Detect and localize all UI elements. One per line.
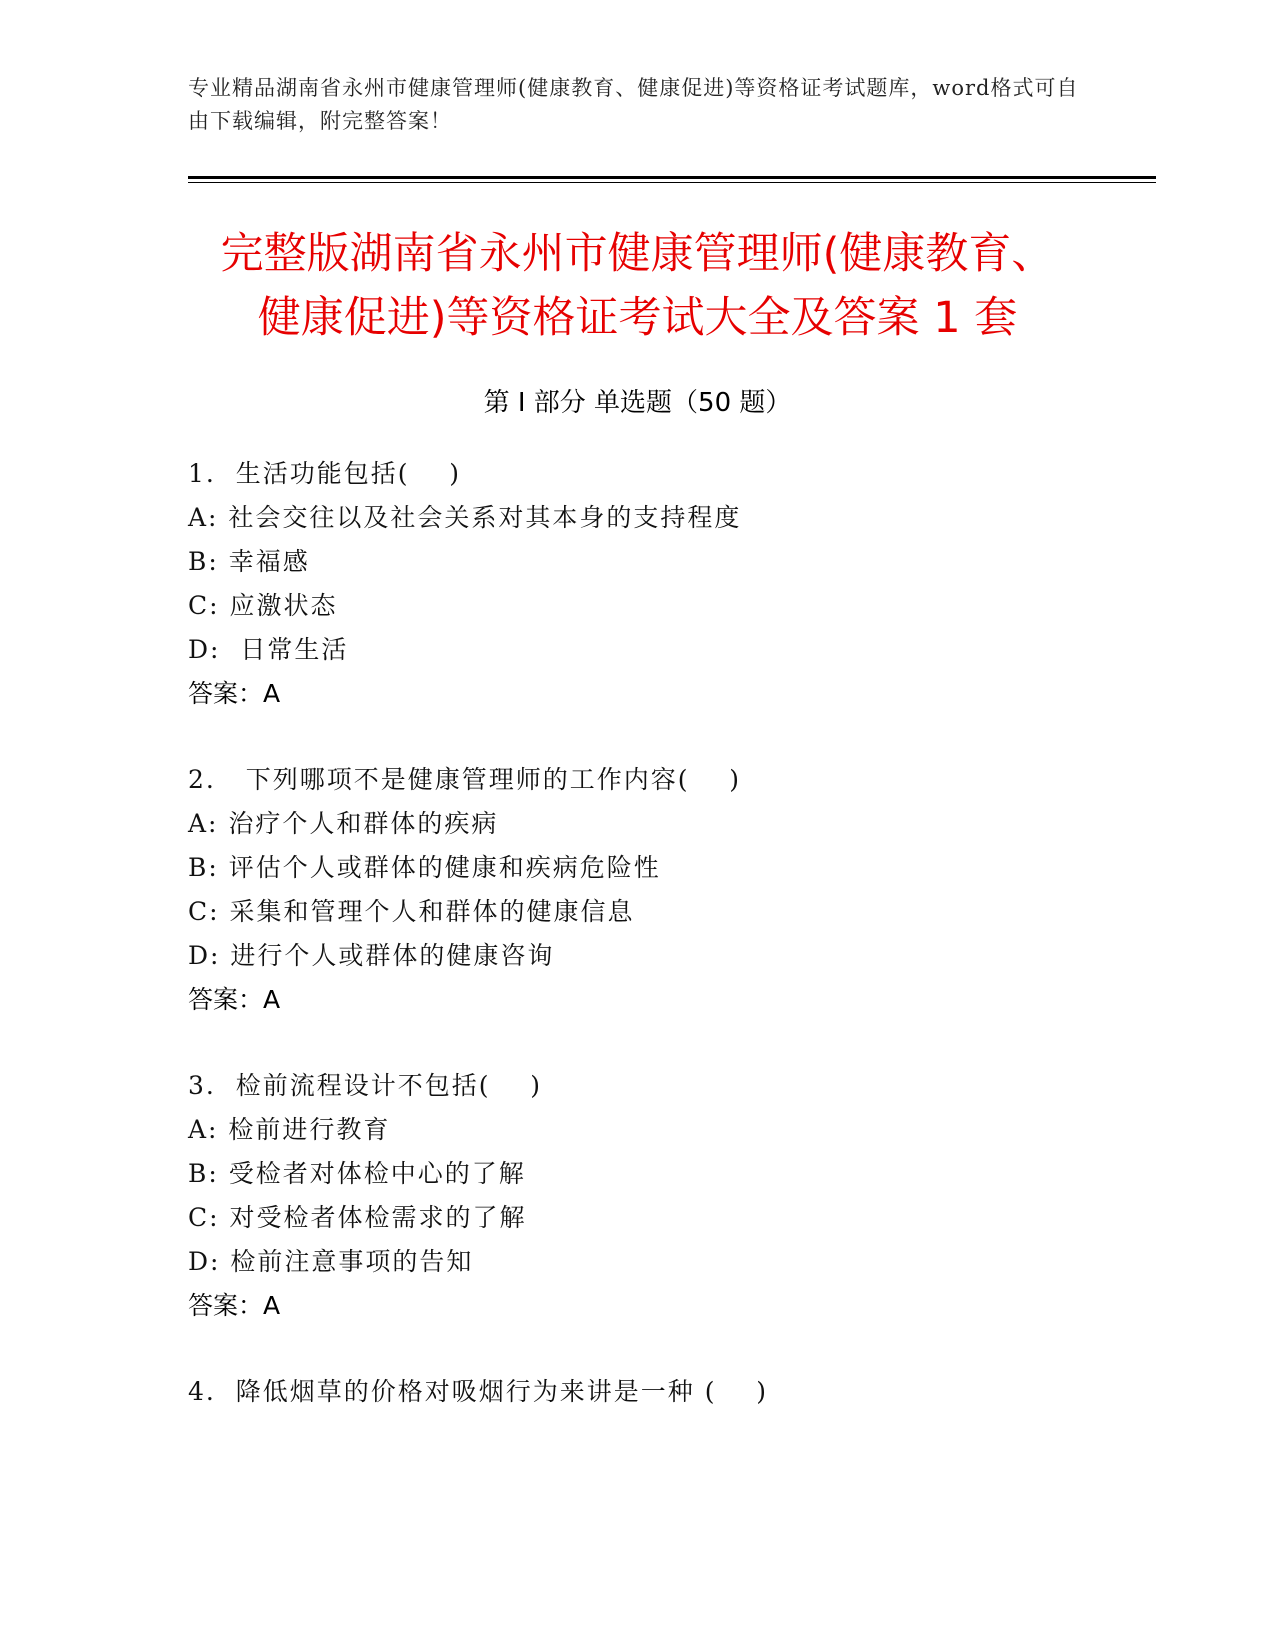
question-1-stem: 1. 生活功能包括( ) xyxy=(188,459,462,488)
question-1-option-d: D: 日常生活 xyxy=(188,635,349,664)
question-2-stem: 2. 下列哪项不是健康管理师的工作内容( ) xyxy=(188,765,741,794)
header-divider-thin xyxy=(188,182,1156,183)
question-1-answer: 答案：A xyxy=(188,679,281,708)
section-heading: 第 I 部分 单选题（50 题） xyxy=(483,388,792,418)
question-3-option-c: C: 对受检者体检需求的了解 xyxy=(188,1203,527,1232)
question-2-option-c: C: 采集和管理个人和群体的健康信息 xyxy=(188,897,635,926)
question-1-option-a: A: 社会交往以及社会关系对其本身的支持程度 xyxy=(188,503,742,532)
question-2-option-d: D: 进行个人或群体的健康咨询 xyxy=(188,941,555,970)
question-3-option-d: D: 检前注意事项的告知 xyxy=(188,1247,474,1276)
header-note: 专业精品湖南省永州市健康管理师(健康教育、健康促进)等资格证考试题库，word格式可自由下载编辑，附完整答案！ xyxy=(188,76,1079,133)
question-2-answer: 答案：A xyxy=(188,985,281,1014)
document-title xyxy=(150,222,1125,350)
question-1-option-b: B: 幸福感 xyxy=(188,547,310,576)
title-line-2: 健康促进)等资格证考试大全及答案 1 套 xyxy=(257,293,1018,343)
question-3-stem: 3. 检前流程设计不包括( ) xyxy=(188,1071,543,1100)
header-divider-thick xyxy=(188,176,1156,179)
question-1-option-c: C: 应激状态 xyxy=(188,591,338,620)
question-3-option-b: B: 受检者对体检中心的了解 xyxy=(188,1159,526,1188)
title-line-1: 完整版湖南省永州市健康管理师(健康教育、 xyxy=(220,229,1055,279)
question-2-option-b: B: 评估个人或群体的健康和疾病危险性 xyxy=(188,853,661,882)
question-3-answer: 答案：A xyxy=(188,1291,281,1320)
question-3-option-a: A: 检前进行教育 xyxy=(188,1115,391,1144)
question-2-option-a: A: 治疗个人和群体的疾病 xyxy=(188,809,499,838)
question-4-stem: 4. 降低烟草的价格对吸烟行为来讲是一种 ( ) xyxy=(188,1377,768,1406)
